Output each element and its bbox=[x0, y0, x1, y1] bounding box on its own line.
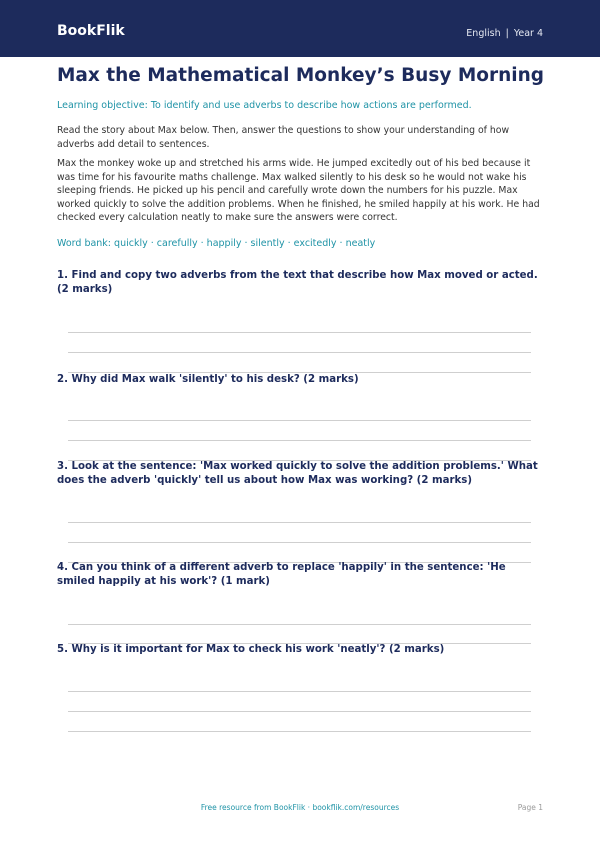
answer-line-2b[interactable] bbox=[68, 440, 531, 441]
meta-separator: | bbox=[505, 28, 509, 39]
footer-credit: Free resource from BookFlik · bookflik.com/resources bbox=[200, 803, 400, 812]
answer-line-4a[interactable] bbox=[68, 624, 531, 625]
page-title: Max the Mathematical Monkey’s Busy Morning bbox=[57, 65, 545, 86]
question-4: 4. Can you think of a different adverb to replace 'happily' in the sentence: 'He smiled happily at his work'? (1 mark) bbox=[57, 562, 506, 587]
question-1: 1. Find and copy two adverbs from the text that describe how Max moved or acted. (2 marks) bbox=[57, 270, 538, 295]
answer-line-2a[interactable] bbox=[68, 420, 531, 421]
answer-line-5b[interactable] bbox=[68, 711, 531, 712]
subject-year bbox=[466, 28, 543, 39]
answer-line-5c[interactable] bbox=[68, 731, 531, 732]
question-3: 3. Look at the sentence: 'Max worked quickly to solve the addition problems.' What does the adverb 'quickly' tell us about how Max was working? (2 marks) bbox=[57, 461, 538, 486]
answer-line-5a[interactable] bbox=[68, 691, 531, 692]
answer-line-1a[interactable] bbox=[68, 332, 531, 333]
subject-label: English bbox=[466, 28, 501, 39]
question-2: 2. Why did Max walk 'silently' to his desk? (2 marks) bbox=[57, 374, 359, 385]
answer-line-1b[interactable] bbox=[68, 352, 531, 353]
answer-line-3b[interactable] bbox=[68, 542, 531, 543]
brand-logo: BookFlik bbox=[57, 23, 125, 39]
story-paragraph: Max the monkey woke up and stretched his arms wide. He jumped excitedly out of his bed because it was time for his favourite maths challenge. Max walked silently to his desk so he would not wake his sleeping friends. He picked up his pencil and carefully wrote down the numbers for his puzzle. Max worked quickly to solve the addition problems. When he finished, he smiled happily at his work. He had checked every calculation neatly to make sure the answers were correct. bbox=[57, 158, 540, 223]
learning-objective: Learning objective: To identify and use adverbs to describe how actions are performed. bbox=[57, 100, 472, 111]
year-label: Year 4 bbox=[513, 28, 543, 39]
answer-line-3a[interactable] bbox=[68, 522, 531, 523]
page-number: Page 1 bbox=[517, 803, 543, 812]
intro-paragraph: Read the story about Max below. Then, answer the questions to show your understanding of how adverbs add detail to sentences. bbox=[57, 125, 510, 150]
header-bar bbox=[0, 0, 600, 57]
word-bank: Word bank: quickly · carefully · happily · silently · excitedly · neatly bbox=[57, 238, 376, 249]
question-5: 5. Why is it important for Max to check his work 'neatly'? (2 marks) bbox=[57, 644, 445, 655]
